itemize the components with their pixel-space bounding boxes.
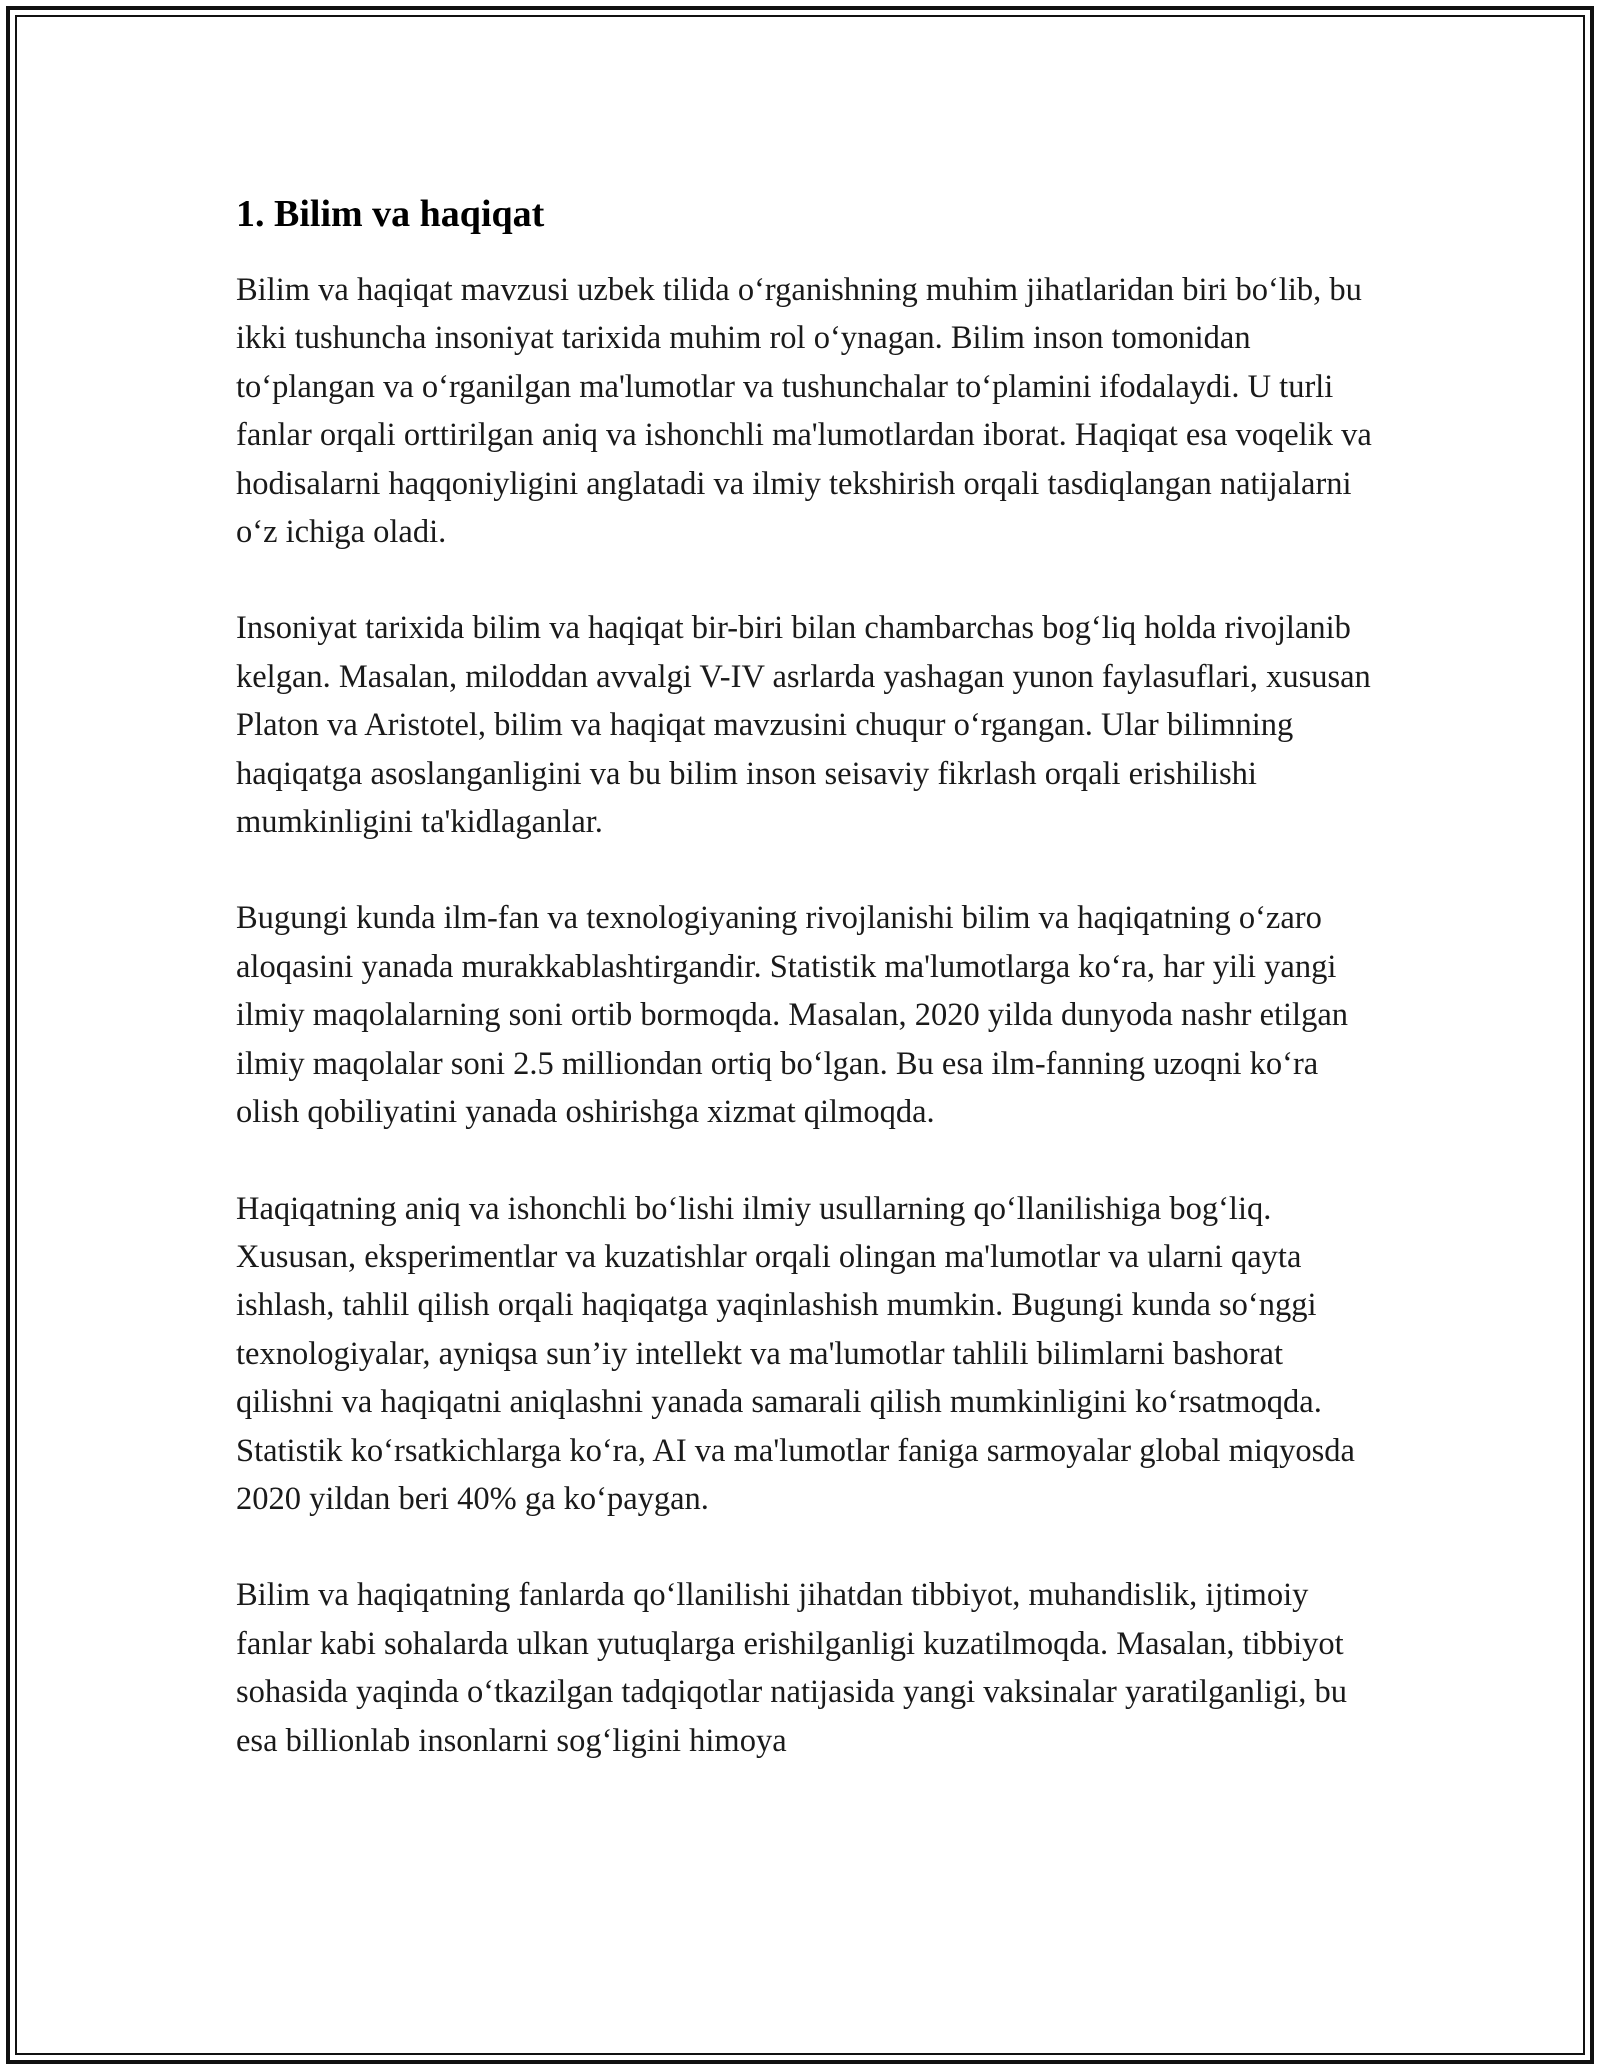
- paragraph-4: Haqiqatning aniq va ishonchli boʻlishi ilmiy usullarning qoʻllanilishiga bogʻliq. Xususan, eksperimentlar va kuzatishlar orqali olingan ma'lumotlar va ularni qayta ishlash, tahlil qilish orqali haqiqatga yaqinlashish mumkin. Bugungi kunda soʻnggi texnologiyalar, ayniqsa sun’iy intellekt va ma'lumotlar tahlili bilimlarni bashorat qilishni va haqiqatni aniqlashni yanada samarali qilish mumkinligini koʻrsatmoqda. Statistik koʻrsatkichlarga koʻra, AI va ma'lumotlar faniga sarmoyalar global miqyosda 2020 yildan beri 40% ga koʻpaygan.: [236, 1190, 1355, 1517]
- paragraph-2: Insoniyat tarixida bilim va haqiqat bir-biri bilan chambarchas bogʻliq holda rivojlanib kelgan. Masalan, miloddan avvalgi V-IV asrlarda yashagan yunon faylasuflari, xususan Platon va Aristotel, bilim va haqiqat mavzusini chuqur oʻrgangan. Ular bilimning haqiqatga asoslanganligini va bu bilim inson seisaviy fikrlash orqali erishilishi mumkinligini ta'kidlaganlar.: [236, 610, 1371, 841]
- paragraph-3: Bugungi kunda ilm-fan va texnologiyaning rivojlanishi bilim va haqiqatning oʻzaro aloqasini yanada murakkablashtirgandir. Statistik ma'lumotlarga koʻra, har yili yangi ilmiy maqolalarning soni ortib bormoqda. Masalan, 2020 yilda dunyoda nashr etilgan ilmiy maqolalar soni 2.5 milliondan ortiq boʻlgan. Bu esa ilm-fanning uzoqni koʻra olish qobiliyatini yanada oshirishga xizmat qilmoqda.: [236, 900, 1349, 1131]
- document-body: [236, 186, 1386, 1813]
- section-heading: 1. Bilim va haqiqat: [236, 193, 545, 235]
- paragraph-5: Bilim va haqiqatning fanlarda qoʻllanilishi jihatdan tibbiyot, muhandislik, ijtimoiy fanlar kabi sohalarda ulkan yutuqlarga erishilganligi kuzatilmoqda. Masalan, tibbiyot sohasida yaqinda oʻtkazilgan tadqiqotlar natijasida yangi vaksinalar yaratilganligi, bu esa billionlab insonlarni sogʻligini himoya: [236, 1577, 1347, 1759]
- paragraph-1: Bilim va haqiqat mavzusi uzbek tilida oʻrganishning muhim jihatlaridan biri boʻlib, bu ikki tushuncha insoniyat tarixida muhim rol oʻynagan. Bilim inson tomonidan toʻplangan va oʻrganilgan ma'lumotlar va tushunchalar toʻplamini ifodalaydi. U turli fanlar orqali orttirilgan aniq va ishonchli ma'lumotlardan iborat. Haqiqat esa voqelik va hodisalarni haqqoniyligini anglatadi va ilmiy tekshirish orqali tasdiqlangan natijalarni oʻz ichiga oladi.: [236, 272, 1372, 551]
